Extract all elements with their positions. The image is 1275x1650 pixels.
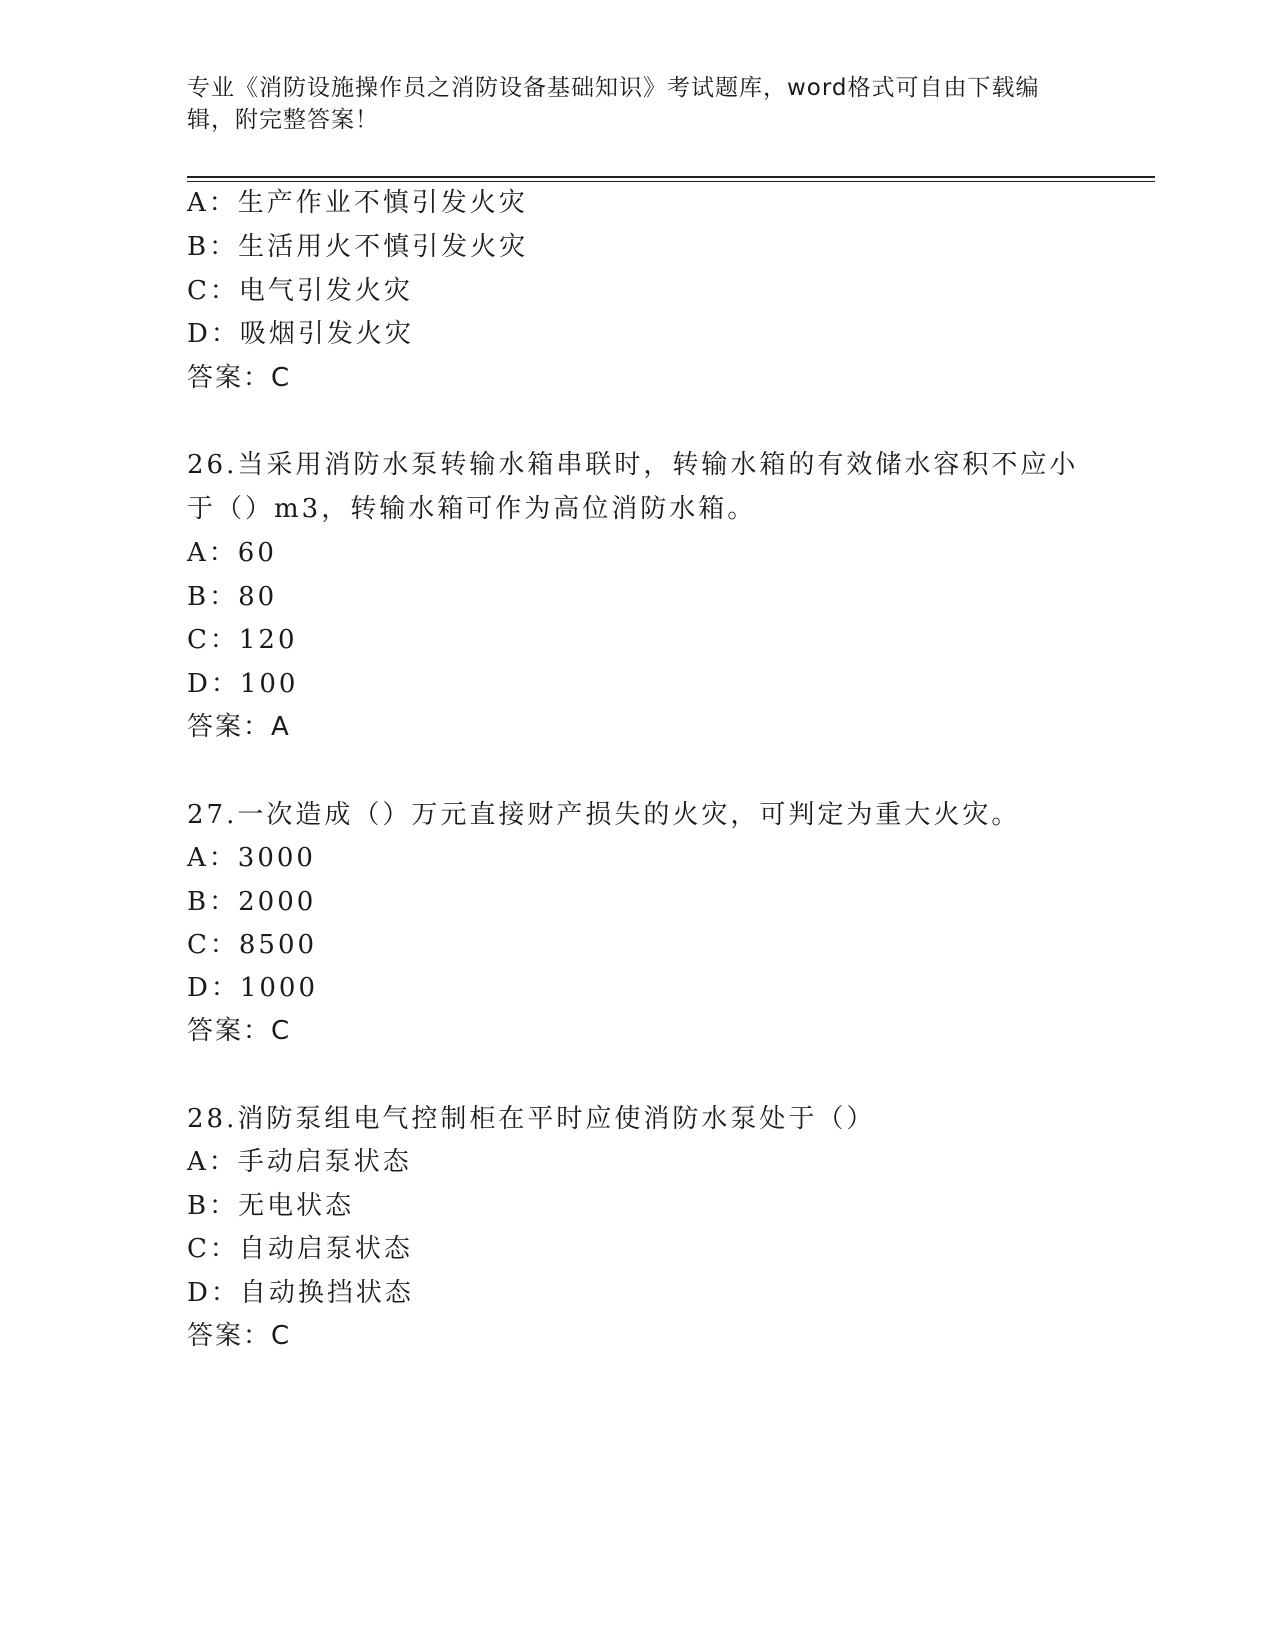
q26-option-a: A：60 bbox=[187, 538, 277, 568]
q28-option-a: A：手动启泵状态 bbox=[187, 1147, 412, 1177]
q26-option-b: B：80 bbox=[187, 582, 278, 612]
q28-stem-line-1: 28.消防泵组电气控制柜在平时应使消防水泵处于（） bbox=[187, 1104, 876, 1134]
q25-option-c: C：电气引发火灾 bbox=[187, 276, 413, 306]
header-line-2: 辑，附完整答案！ bbox=[187, 107, 379, 133]
q27-option-c: C：8500 bbox=[187, 930, 318, 960]
header-divider-thick bbox=[187, 176, 1155, 178]
q27-stem-line-1: 27.一次造成（）万元直接财产损失的火灾，可判定为重大火灾。 bbox=[187, 800, 1021, 830]
q27-answer: 答案：C bbox=[187, 1016, 292, 1046]
q26-answer: 答案：A bbox=[187, 712, 291, 742]
q25-option-d: D：吸烟引发火灾 bbox=[187, 319, 414, 349]
q26-stem-line-1: 26.当采用消防水泵转输水箱串联时，转输水箱的有效储水容积不应小 bbox=[187, 450, 1079, 480]
q25-option-b: B：生活用火不慎引发火灾 bbox=[187, 232, 529, 262]
q27-option-b: B：2000 bbox=[187, 887, 317, 917]
q26-option-d: D：100 bbox=[187, 669, 299, 699]
q25-answer: 答案：C bbox=[187, 363, 292, 393]
q27-option-a: A：3000 bbox=[187, 843, 316, 873]
header-divider-thin bbox=[187, 181, 1155, 182]
q25-option-a: A：生产作业不慎引发火灾 bbox=[187, 188, 528, 218]
q28-option-b: B：无电状态 bbox=[187, 1191, 355, 1221]
q26-option-c: C：120 bbox=[187, 625, 298, 655]
q28-answer: 答案：C bbox=[187, 1321, 292, 1351]
q28-option-d: D：自动换挡状态 bbox=[187, 1278, 414, 1308]
q26-stem-line-2: 于（）m3，转输水箱可作为高位消防水箱。 bbox=[187, 494, 757, 524]
document-header bbox=[187, 72, 1067, 136]
header-line-1: 专业《消防设施操作员之消防设备基础知识》考试题库，word格式可自由下载编 bbox=[187, 75, 1040, 101]
q27-option-d: D：1000 bbox=[187, 973, 319, 1003]
q28-option-c: C：自动启泵状态 bbox=[187, 1234, 413, 1264]
